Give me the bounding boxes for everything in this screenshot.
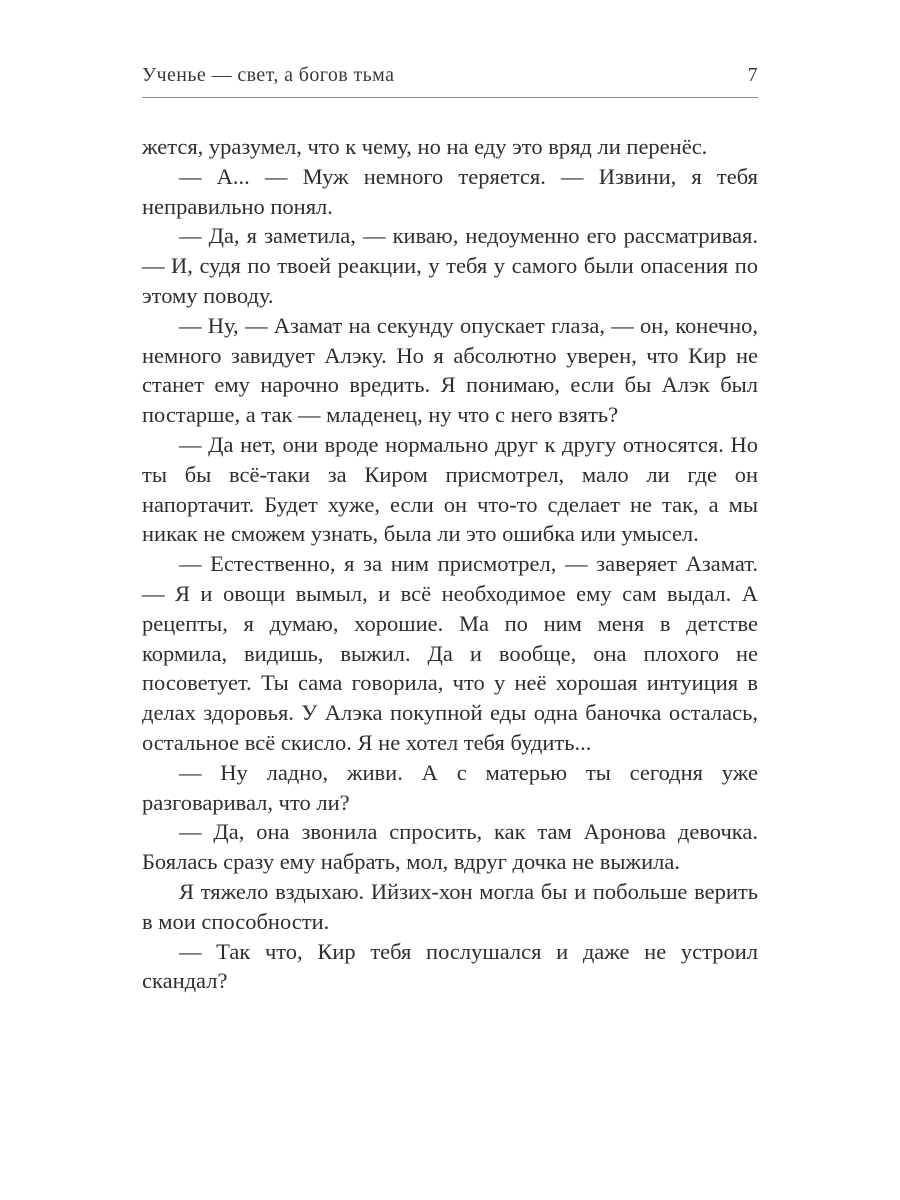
paragraph: Я тяжело вздыхаю. Ийзих-хон могла бы и побольше верить в мои способности. <box>142 878 758 934</box>
paragraph: — Да, она звонила спросить, как там Аронова девочка. Боялась сразу ему набрать, мол, вдруг дочка не выжила. <box>142 819 758 875</box>
page-number: 7 <box>747 64 758 86</box>
running-head-title: Ученье — свет, а богов тьма <box>142 64 395 86</box>
paragraph: — Да, я заметила, — киваю, недоуменно его рассматривая. — И, судя по твоей реакции, у тебя у самого были опасения по этому поводу. <box>142 223 758 308</box>
paragraph: жется, уразумел, что к чему, но на еду это вряд ли перенёс. <box>142 134 708 159</box>
paragraph: — А... — Муж немного теряется. — Извини, я тебя неправильно понял. <box>142 163 758 219</box>
paragraph: — Да нет, они вроде нормально друг к другу относятся. Но ты бы всё-таки за Киром присмотрел, мало ли где он напортачит. Будет хуже, если он что-то сделает не так, а мы никак не сможем узнать, была ли это ошибка или умысел. <box>142 431 758 547</box>
page-header <box>142 64 758 87</box>
paragraph: — Ну, — Азамат на секунду опускает глаза, — он, конечно, немного завидует Алэку. Но я абсолютно уверен, что Кир не станет ему нарочно вредить. Я понимаю, если бы Алэк был постарше, а так — младенец, ну что с него взять? <box>142 312 758 428</box>
page-text <box>142 132 758 996</box>
header-rule <box>142 97 758 98</box>
paragraph: — Ну ладно, живи. А с матерью ты сегодня уже разговаривал, что ли? <box>142 759 758 815</box>
paragraph: — Так что, Кир тебя послушался и даже не устроил скандал? <box>142 938 758 994</box>
paragraph: — Естественно, я за ним присмотрел, — заверяет Азамат. — Я и овощи вымыл, и всё необходимое ему сам выдал. А рецепты, я думаю, хорошие. Ма по ним меня в детстве кормила, видишь, выжил. Да и вообще, она плохого не посоветует. Ты сама говорила, что у неё хорошая интуиция в делах здоровья. У Алэка покупной еды одна баночка осталась, остальное всё скисло. Я не хотел тебя будить... <box>142 551 758 755</box>
